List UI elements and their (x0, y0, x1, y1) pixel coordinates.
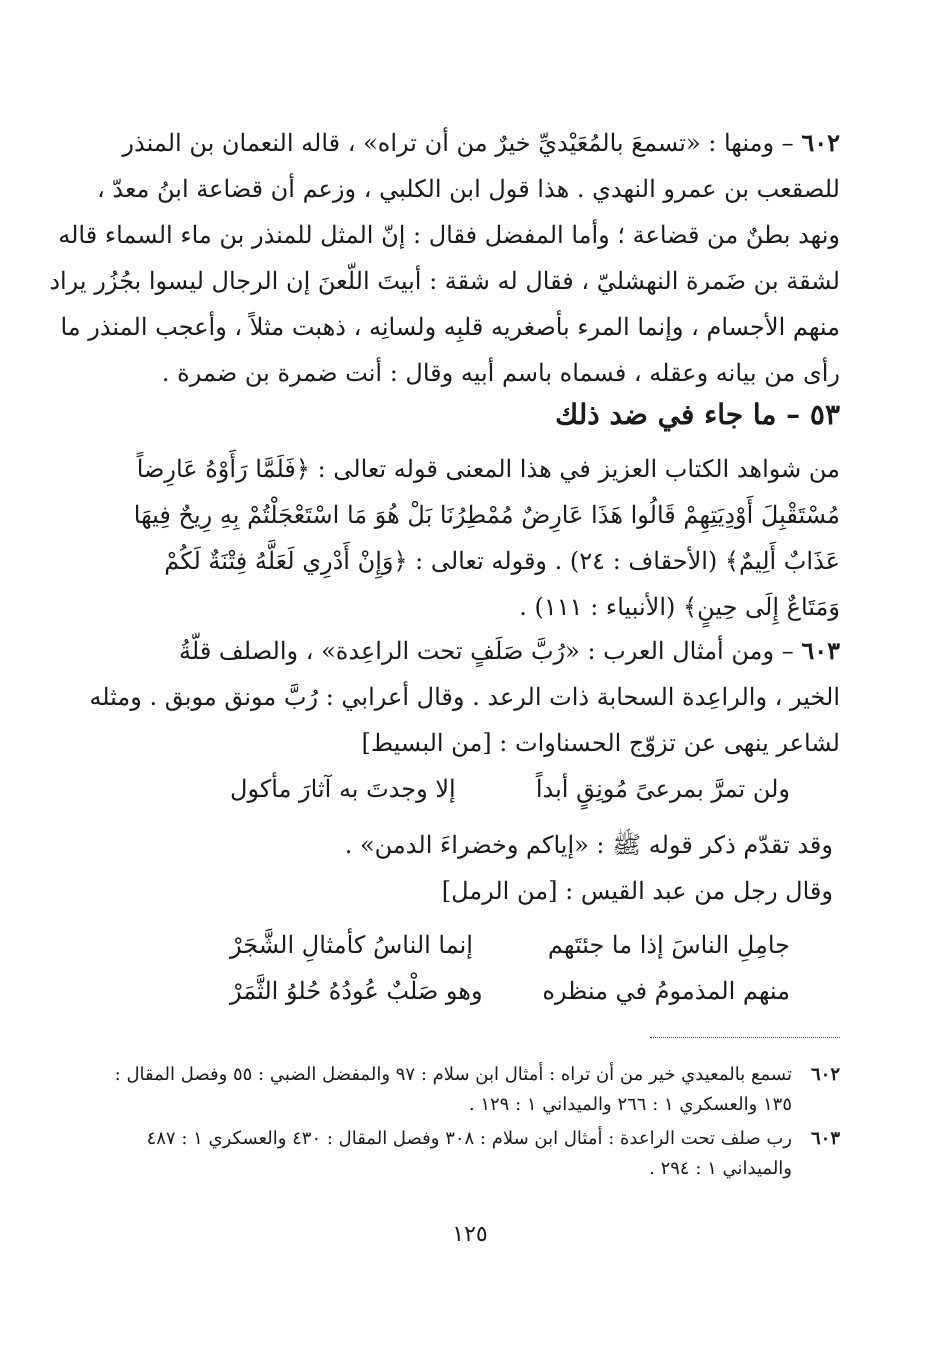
footnote-603 (146, 1124, 840, 1184)
text-line: ونهد بطنٌ من قضاعة ؛ وأما المفضل فقال : إنّ المثل للمنذر بن ماء السماء قاله (58, 221, 840, 249)
footnote-602 (114, 1060, 840, 1120)
verse-hemistich-left: إلا وجدتَ به آثارَ مأكول (230, 775, 456, 803)
verse-hemistich-left: وهو صَلْبٌ عُودُهُ حُلوُ الثَّمَرْ (230, 977, 483, 1005)
page-number: ١٢٥ (452, 1222, 488, 1247)
footnote-line: ١٣٥ والعسكري ١ : ٢٦٦ والميداني ١ : ١٢٩ . (468, 1094, 792, 1115)
footnote-number: ٦٠٣ (810, 1128, 840, 1149)
text-line: لشاعر ينهى عن تزوّج الحسناوات : [من البسيط] (361, 729, 840, 757)
text-line: – ومن أمثال العرب : «رُبَّ صَلَفٍ تحت الراعِدة» ، والصلف قلّةُ (179, 637, 794, 665)
text-line: من شواهد الكتاب العزيز في هذا المعنى قوله تعالى : ﴿فَلَمَّا رَأَوْهُ عَارِضاً (136, 455, 840, 483)
quran-paragraph (133, 446, 840, 630)
paragraph-number: ٦٠٣ (801, 636, 840, 665)
verse-ramal (230, 922, 790, 1014)
text-line: للصقعب بن عمرو النهدي . هذا قول ابن الكلبي ، وزعم أن قضاعة ابنُ معدّ ، (96, 175, 840, 203)
section-heading: ٥٣ – ما جاء في ضد ذلك (555, 398, 840, 431)
text-line: رأى من بيانه وعقله ، فسماه باسم أبيه وقال : أنت ضمرة بن ضمرة . (161, 359, 840, 387)
footnote-line: تسمع بالمعيدي خير من أن تراه : أمثال ابن سلام : ٩٧ والمفضل الضبي : ٥٥ وفصل المقال : (114, 1064, 792, 1085)
text-line: عَذَابٌ أَلِيمٌ﴾ (الأحقاف : ٢٤) . وقوله تعالى : ﴿وَإِنْ أَدْرِي لَعَلَّهُ فِتْنَةٌ لَكُمْ (164, 547, 840, 575)
paragraph-number: ٦٠٢ (801, 128, 840, 157)
paragraph-602 (49, 120, 840, 396)
text-line: الخير ، والراعِدة السحابة ذات الرعد . وقال أعرابي : رُبَّ مونق موبق . ومثله (89, 683, 840, 711)
verse-basit (230, 766, 790, 812)
footnote-separator (650, 1037, 840, 1038)
text-line: لشقة بن ضَمرة النهشليّ ، فقال له شقة : أبيتَ اللّعنَ إن الرجال ليسوا بجُزُر يراد (49, 267, 840, 295)
text-line: مُسْتَقْبِلَ أَوْدِيَتِهِمْ قَالُوا هَذَا عَارِضٌ مُمْطِرُنَا بَلْ هُوَ مَا اسْتَعْجَلْتُمْ بِهِ رِيحٌ فِيهَا (133, 501, 840, 529)
text-line: – ومنها : «تسمعَ بالمُعَيْديِّ خيرٌ من أن تراه» ، قاله النعمان بن المنذر (122, 129, 794, 157)
text-line: وَمَتَاعٌ إِلَى حِينٍ﴾ (الأنبياء : ١١١) . (519, 593, 840, 621)
verse-hemistich-right: ولن تمرَّ بمرعىً مُونِقٍ أبداً (535, 775, 790, 803)
verse-hemistich-right: منهم المذمومُ في منظره (542, 977, 790, 1005)
text-line: منهم الأجسام ، وإنما المرء بأصغريه قلبِه ولسانِه ، ذهبت مثلاً ، وأعجب المنذر ما (60, 313, 840, 341)
paragraph-603 (89, 628, 840, 766)
verse-hemistich-left: إنما الناسُ كأمثالِ الشَّجَرْ (230, 931, 473, 959)
verse-hemistich-right: جامِلِ الناسَ إذا ما جئتَهم (547, 931, 790, 959)
footnote-line: والميداني ١ : ٢٩٤ . (649, 1158, 792, 1179)
hadith-line: وقد تقدّم ذكر قوله ﷺ : «إياكم وخضراءَ الدمن» . (344, 831, 833, 859)
verse-intro-line: وقال رجل من عبد القيس : [من الرمل] (441, 877, 833, 905)
footnote-line: رب صلف تحت الراعدة : أمثال ابن سلام : ٣٠٨ وفصل المقال : ٤٣٠ والعسكري ١ : ٤٨٧ (146, 1128, 792, 1149)
footnote-number: ٦٠٢ (810, 1064, 840, 1085)
